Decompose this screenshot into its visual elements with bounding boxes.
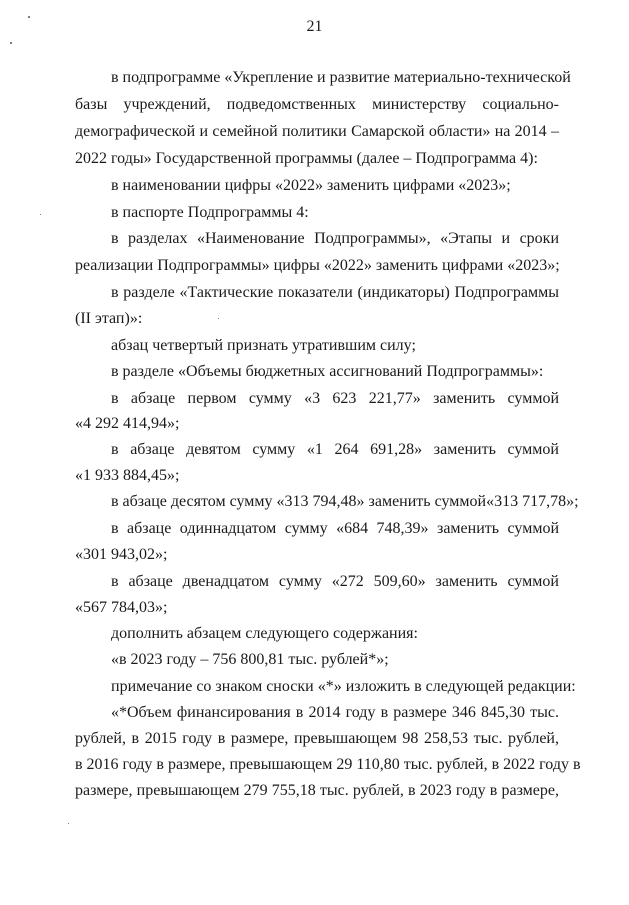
text-line: в паспорте Подпрограммы 4: xyxy=(111,204,309,221)
text-line: «в 2023 году – 756 800,81 тыс. рублей*»; xyxy=(111,651,389,668)
text-line: в абзаце двенадцатом сумму «272 509,60» заменить суммой xyxy=(111,573,559,590)
text-line: реализации Подпрограммы» цифры «2022» заменить цифрами «2023»; xyxy=(75,257,560,274)
text-line: примечание со знаком сноски «*» изложить в следующей редакции: xyxy=(111,678,576,695)
text-line: в наименовании цифры «2022» заменить цифрами «2023»; xyxy=(111,177,511,194)
text-line: в абзаце девятом сумму «1 264 691,28» заменить суммой xyxy=(111,441,559,458)
text-line: демографической и семейной политики Самарской области» на 2014 – xyxy=(75,123,559,140)
text-line: размере, превышающем 279 755,18 тыс. рублей, в 2023 году в размере, xyxy=(75,782,559,799)
text-line: «301 943,02»; xyxy=(75,546,168,563)
text-line: в абзаце первом сумму «3 623 221,77» заменить суммой xyxy=(111,390,559,407)
text-line: в разделах «Наименование Подпрограммы», «Этапы и сроки xyxy=(111,230,559,247)
scan-speck xyxy=(68,823,69,824)
text-line: 2022 годы» Государственной программы (далее – Подпрограмма 4): xyxy=(75,150,538,167)
scan-speck xyxy=(40,214,41,215)
text-line: в абзаце десятом сумму «313 794,48» заменить суммой«313 717,78»; xyxy=(111,493,579,510)
scan-speck xyxy=(10,42,12,44)
page-number: 21 xyxy=(306,18,323,35)
scan-speck xyxy=(218,318,219,319)
text-line: «*Объем финансирования в 2014 году в размере 346 845,30 тыс. xyxy=(111,704,559,721)
text-line: «4 292 414,94»; xyxy=(75,415,180,432)
text-line: базы учреждений, подведомственных министерству социально- xyxy=(75,96,559,113)
text-line: (II этап)»: xyxy=(75,310,143,327)
text-line: абзац четвертый признать утратившим силу; xyxy=(111,337,416,354)
text-line: «1 933 884,45»; xyxy=(75,467,180,484)
text-line: рублей, в 2015 году в размере, превышающем 98 258,53 тыс. рублей, xyxy=(75,730,559,747)
text-line: «567 784,03»; xyxy=(75,599,168,616)
text-line: дополнить абзацем следующего содержания: xyxy=(111,625,418,642)
scan-speck xyxy=(28,16,30,18)
text-line: в абзаце одиннадцатом сумму «684 748,39» заменить суммой xyxy=(111,520,559,537)
text-line: в подпрограмме «Укрепление и развитие материально-технической xyxy=(111,69,571,86)
text-line: в разделе «Тактические показатели (индикаторы) Подпрограммы xyxy=(111,284,559,301)
text-line: в 2016 году в размере, превышающем 29 110,80 тыс. рублей, в 2022 году в xyxy=(75,756,581,773)
text-line: в разделе «Объемы бюджетных ассигнований Подпрограммы»: xyxy=(111,363,544,380)
